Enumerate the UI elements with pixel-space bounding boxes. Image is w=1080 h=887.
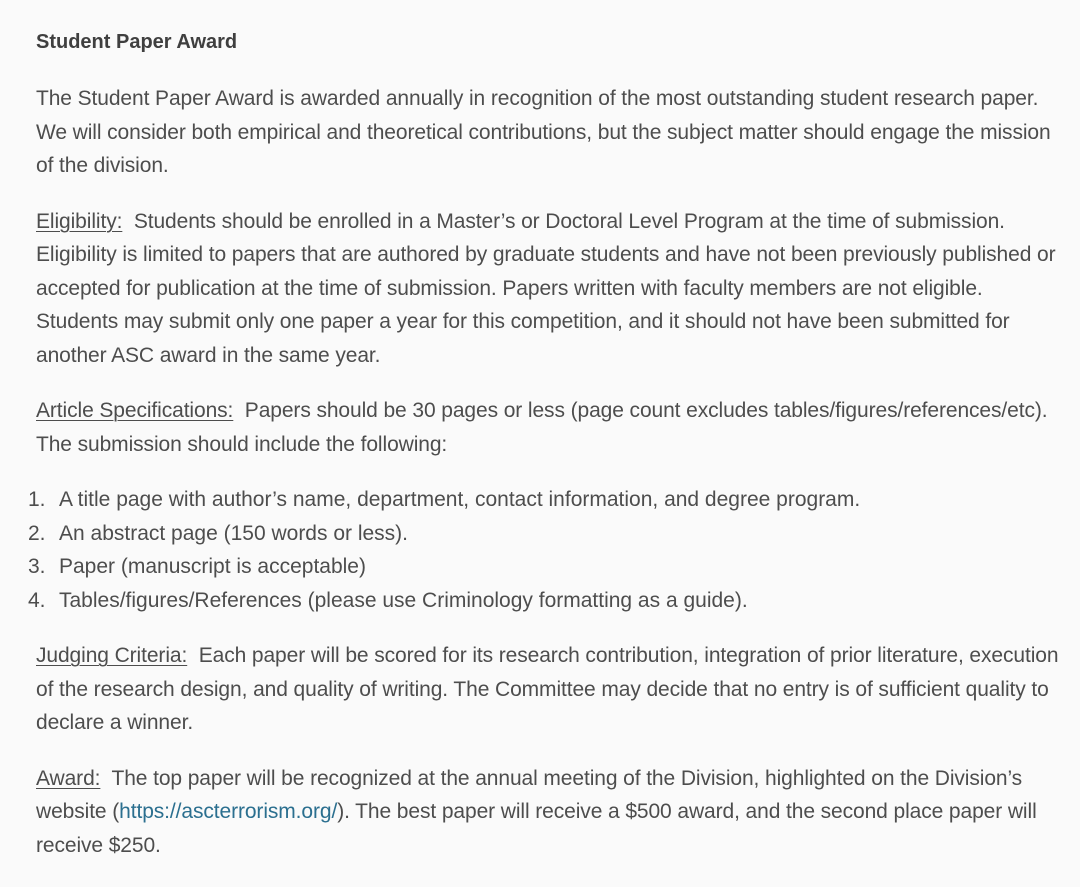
list-item-text: A title page with author’s name, department, contact information, and degree program. [59, 488, 861, 511]
list-item-text: Tables/figures/References (please use Criminology formatting as a guide). [59, 588, 748, 612]
eligibility-text: Students should be enrolled in a Master’s or Doctoral Level Program at the time of submission. Eligibility is limited to papers that are authored by graduate students and have not been previously published or accepted for publication at the time of submission. Papers written with faculty members are not eligible. Students may submit only one paper a year for this competition, and it should not have been submitted for another ASC award in the same year. [36, 209, 1056, 367]
judging-text: Each paper will be scored for its research contribution, integration of prior literature, execution of the research design, and quality of writing. The Committee may decide that no entry is of sufficient quality to declare a winner. [36, 644, 1059, 734]
requirements-list [0, 483, 1068, 617]
intro-paragraph: The Student Paper Award is awarded annually in recognition of the most outstanding student research paper. We will consider both empirical and theoretical contributions, but the subject matter should engage the mission of the division. [36, 87, 1051, 177]
page-title: Student Paper Award [36, 31, 238, 53]
eligibility-section [36, 205, 1068, 373]
list-item-text: Paper (manuscript is acceptable) [59, 555, 366, 578]
eligibility-label: Eligibility: [36, 209, 123, 233]
list-item [0, 483, 1068, 517]
list-item-text: An abstract page (150 words or less). [59, 521, 409, 545]
list-item [0, 550, 1068, 584]
judging-section [36, 639, 1068, 740]
award-section [36, 762, 1068, 863]
award-text-after: ). The best paper will receive a $500 award, and the second place paper will receive $250. [36, 800, 1037, 857]
website-link[interactable]: https://ascterrorism.org/ [119, 800, 338, 823]
list-item [0, 517, 1068, 551]
specifications-label: Article Specifications: [36, 399, 234, 422]
specifications-section [36, 394, 1068, 461]
list-item-number: 4. [28, 588, 46, 612]
list-item-number: 1. [28, 488, 46, 511]
judging-label: Judging Criteria: [36, 644, 188, 667]
award-label: Award: [36, 766, 101, 790]
specifications-text: Papers should be 30 pages or less (page count excludes tables/figures/references/etc). The submission should include the following: [36, 399, 1048, 456]
list-item [0, 584, 1068, 618]
award-text-before: The top paper will be recognized at the annual meeting of the Division, highlighted on the Division’s website ( [36, 766, 1023, 823]
list-item-number: 3. [28, 555, 46, 578]
list-item-number: 2. [28, 521, 46, 545]
